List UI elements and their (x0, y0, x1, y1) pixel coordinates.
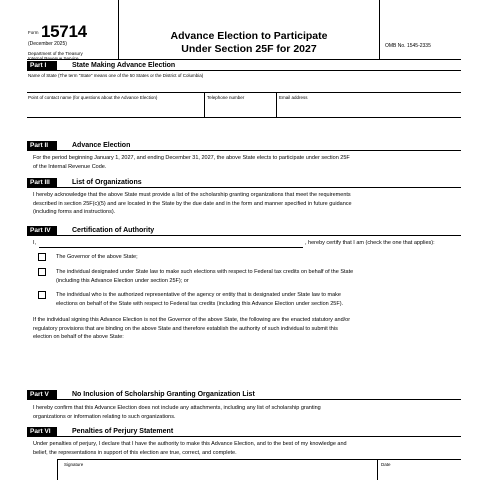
part4-title: Certification of Authority (72, 227, 155, 234)
state-name-label: Name of State (The term "State" means one of the 50 States or the District of Columbia) (28, 73, 204, 78)
part5-text (33, 404, 459, 421)
opt2-line1: The individual designated under State law to make such elections with respect to Federal tax credits on behalf of the State (56, 269, 354, 275)
agency-line: Internal Revenue Service (28, 56, 79, 61)
date-label: Date (381, 462, 391, 467)
part6-header (27, 427, 461, 437)
form-title (119, 0, 379, 56)
opt3-line1: The individual who is the authorized representative of the agency or entity that is designated under State law to make (56, 292, 341, 298)
part3-line2: described in section 25F(c)(5) and are located in the State by the due date and in the form and manner specified in future guidance (33, 200, 352, 207)
omb-box (379, 0, 461, 60)
contact-name-label: Point of contact name (for questions about the Advance Election) (28, 95, 158, 100)
part3-line1: I hereby acknowledge that the above State must provide a list of the scholarship granting organizations that meet the requirements (33, 192, 351, 198)
authority-paragraph (33, 316, 459, 342)
part6-line1: Under penalties of perjury, I declare that I have the authority to make this Advance Election, and to the best of my knowledge and (33, 441, 347, 447)
opt3-line2: elections on behalf of the State with respect to Federal tax credits (including this Advance Election under section 25F). (56, 300, 344, 307)
para-line1: If the individual signing this Advance Election is not the Governor of the above State, the following are the enacted statutory and/or (33, 317, 351, 323)
form-title-line2: Under Section 25F for 2027 (181, 43, 317, 55)
part4-tag: Part IV (27, 226, 57, 236)
part5-line2: organizations or information relating to such organizations. (33, 413, 176, 420)
part6-text (33, 440, 459, 457)
part5-line1: I hereby confirm that this Advance Election does not include any attachments, including any list of scholarship granting (33, 405, 321, 411)
form-number: 15714 (41, 22, 87, 41)
signature-label: Signature (64, 462, 84, 467)
part3-title: List of Organizations (72, 179, 142, 186)
part6-line2: belief, the representations in support of this election are true, correct, and complete. (33, 449, 237, 456)
form-label: Form (28, 30, 39, 35)
designated-individual-label (56, 268, 456, 285)
part5-header (27, 390, 461, 400)
part4-header (27, 226, 461, 236)
authority-provisions-field[interactable] (33, 344, 459, 387)
part3-line3: (including forms and instructions). (33, 209, 116, 215)
certify-prefix: I, (33, 240, 37, 246)
part2-text (33, 154, 459, 171)
contact-row-line[interactable] (27, 117, 461, 118)
part2-line2: of the Internal Revenue Code. (33, 163, 107, 170)
authorized-representative-checkbox[interactable] (38, 291, 46, 299)
field-divider (276, 92, 277, 117)
governor-option-label: The Governor of the above State; (56, 254, 138, 260)
part5-title: No Inclusion of Scholarship Granting Organization List (72, 391, 255, 398)
part6-title: Penalties of Perjury Statement (72, 428, 174, 435)
field-divider (204, 92, 205, 117)
part5-tag: Part V (27, 390, 57, 400)
certify-text: , hereby certify that I am (check the one that applies): (305, 240, 435, 246)
signature-field[interactable] (58, 460, 376, 480)
form-id-box (27, 0, 119, 60)
part6-tag: Part VI (27, 427, 57, 437)
date-field[interactable] (378, 460, 461, 480)
form-title-line1: Advance Election to Participate (170, 30, 328, 42)
governor-checkbox[interactable] (38, 253, 46, 261)
para-line3: election on behalf of the above State: (33, 334, 124, 340)
part3-header (27, 178, 461, 188)
omb-number: OMB No. 1545-2335 (385, 43, 431, 49)
email-label: Email address (279, 95, 308, 100)
part1-title: State Making Advance Election (72, 62, 176, 69)
authorized-representative-label (56, 291, 456, 308)
department-line: Department of the Treasury (28, 51, 83, 56)
form-page (27, 0, 461, 480)
part2-title: Advance Election (72, 142, 131, 149)
state-name-field[interactable] (27, 92, 461, 93)
designated-individual-checkbox[interactable] (38, 268, 46, 276)
part2-header (27, 141, 461, 151)
phone-label: Telephone number (207, 95, 245, 100)
form-revision: (December 2025) (28, 41, 67, 47)
para-line2: regulatory provisions that are binding on the above State and therefore establish the authority of such individual to submit this (33, 325, 338, 332)
certifier-name-field[interactable] (39, 247, 303, 248)
part1-header (27, 61, 461, 71)
form-header (27, 0, 461, 60)
part3-text (33, 191, 459, 217)
part1-tag: Part I (27, 61, 57, 71)
part3-tag: Part III (27, 178, 57, 188)
part2-tag: Part II (27, 141, 57, 151)
opt2-line2: (including this Advance Election under section 25F); or (56, 277, 189, 284)
part2-line1: For the period beginning January 1, 2027, and ending December 31, 2027, the above State elects to participate under section 25F (33, 155, 350, 161)
